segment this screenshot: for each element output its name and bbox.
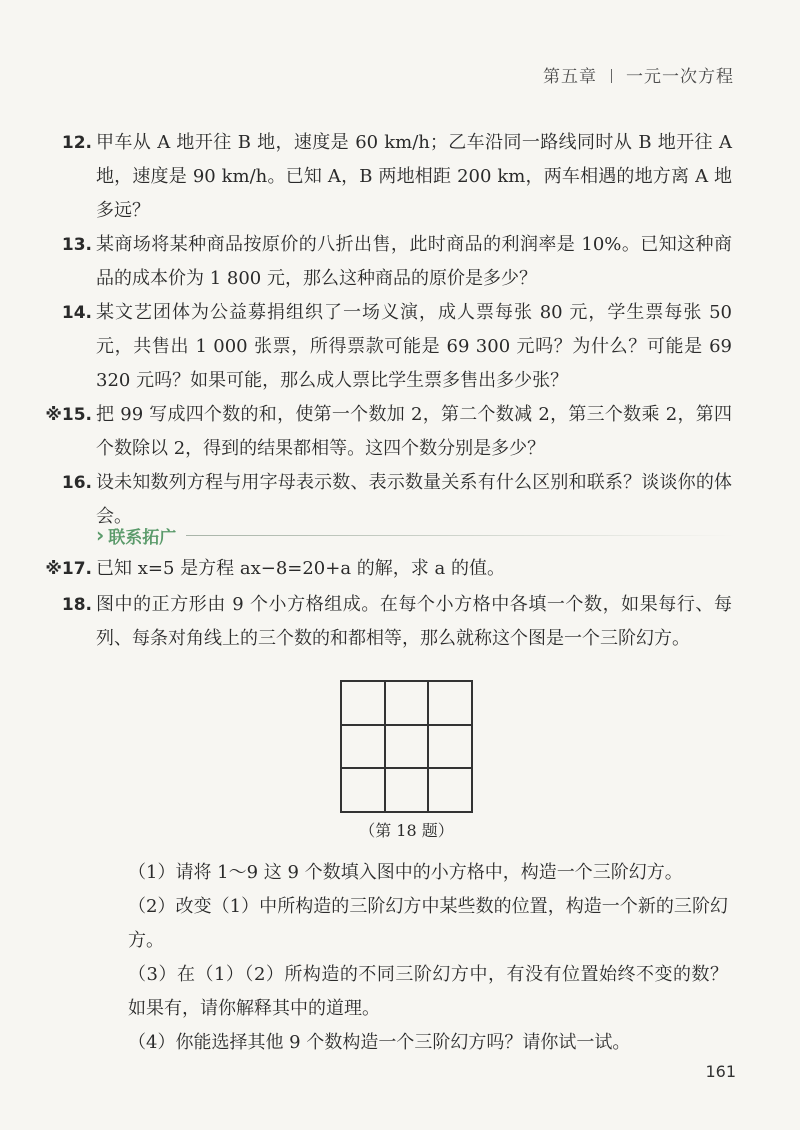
problem-17 — [45, 552, 732, 586]
grid-cell — [428, 681, 472, 725]
problem-12 — [61, 126, 732, 228]
running-header — [543, 62, 734, 87]
problem-text: 某商场将某种商品按原价的八折出售，此时商品的利润率是 10%。已知这种商品的成本价为 1 800 元，那么这种商品的原价是多少？ — [96, 234, 732, 289]
problem-text: 图中的正方形由 9 个小方格组成。在每个小方格中各填一个数，如果每行、每列、每条对角线上的三个数的和都相等，那么就称这个图是一个三阶幻方。 — [96, 594, 732, 649]
problem-text: 甲车从 A 地开往 B 地，速度是 60 km/h；乙车沿同一路线同时从 B 地开往 A 地，速度是 90 km/h。已知 A，B 两地相距 200 km，两车相遇的地方离 A 地多远？ — [96, 132, 732, 221]
subpart-4 — [128, 1026, 728, 1060]
problem-number: 12. — [61, 133, 92, 153]
magic-square-grid — [340, 680, 473, 813]
problem-text: 某文艺团体为公益募捐组织了一场义演，成人票每张 80 元，学生票每张 50 元，共售出 1 000 张票，所得票款可能是 69 300 元吗？为什么？可能是 69 320 元吗？如果可能，那么成人票比学生票多售出多少张？ — [96, 302, 732, 391]
problem-number: 14. — [61, 303, 92, 323]
grid-cell — [428, 768, 472, 812]
grid-cell — [341, 725, 385, 769]
problem-number: 16. — [61, 473, 92, 493]
problem-13 — [61, 228, 732, 296]
problem-text: 把 99 写成四个数的和，使第一个数加 2，第二个数减 2，第三个数乘 2，第四个数除以 2，得到的结果都相等。这四个数分别是多少？ — [96, 404, 732, 459]
subpart-1 — [128, 856, 728, 890]
grid-cell — [341, 681, 385, 725]
grid-cell — [428, 725, 472, 769]
section-rule — [186, 535, 736, 536]
problem-number: ※17. — [45, 559, 92, 579]
problem-15 — [45, 398, 732, 466]
subpart-text: （1）请将 1～9 这 9 个数填入图中的小方格中，构造一个三阶幻方。 — [128, 862, 683, 883]
figure-caption: （第 18 题） — [359, 821, 454, 840]
problem-text: 已知 x=5 是方程 ax−8=20+a 的解，求 a 的值。 — [96, 558, 505, 579]
problem-number: ※15. — [45, 405, 92, 425]
grid-cell — [341, 768, 385, 812]
subpart-2 — [128, 890, 728, 958]
header-divider — [611, 69, 612, 83]
problem-number: 18. — [61, 595, 92, 615]
grid-cell — [385, 681, 429, 725]
subpart-3 — [128, 958, 728, 1026]
chevron-right-icon: › — [96, 523, 105, 547]
problem-text: 设未知数列方程与用字母表示数、表示数量关系有什么区别和联系？谈谈你的体会。 — [96, 472, 732, 527]
problem-14 — [61, 296, 732, 398]
subpart-text: （3）在（1）（2）所构造的不同三阶幻方中，有没有位置始终不变的数？如果有，请你解释其中的道理。 — [128, 964, 728, 1019]
grid-cell — [385, 725, 429, 769]
problem-number: 13. — [61, 235, 92, 255]
grid-cell — [385, 768, 429, 812]
section-title: 联系拓广 — [108, 527, 177, 548]
section-heading — [96, 520, 736, 550]
subpart-text: （4）你能选择其他 9 个数构造一个三阶幻方吗？请你试一试。 — [128, 1032, 631, 1053]
chapter-title: 一元一次方程 — [626, 67, 734, 87]
subpart-text: （2）改变（1）中所构造的三阶幻方中某些数的位置，构造一个新的三阶幻方。 — [128, 896, 728, 951]
chapter-label: 第五章 — [543, 67, 597, 87]
problem-18 — [61, 588, 732, 656]
page-number: 161 — [705, 1062, 736, 1081]
